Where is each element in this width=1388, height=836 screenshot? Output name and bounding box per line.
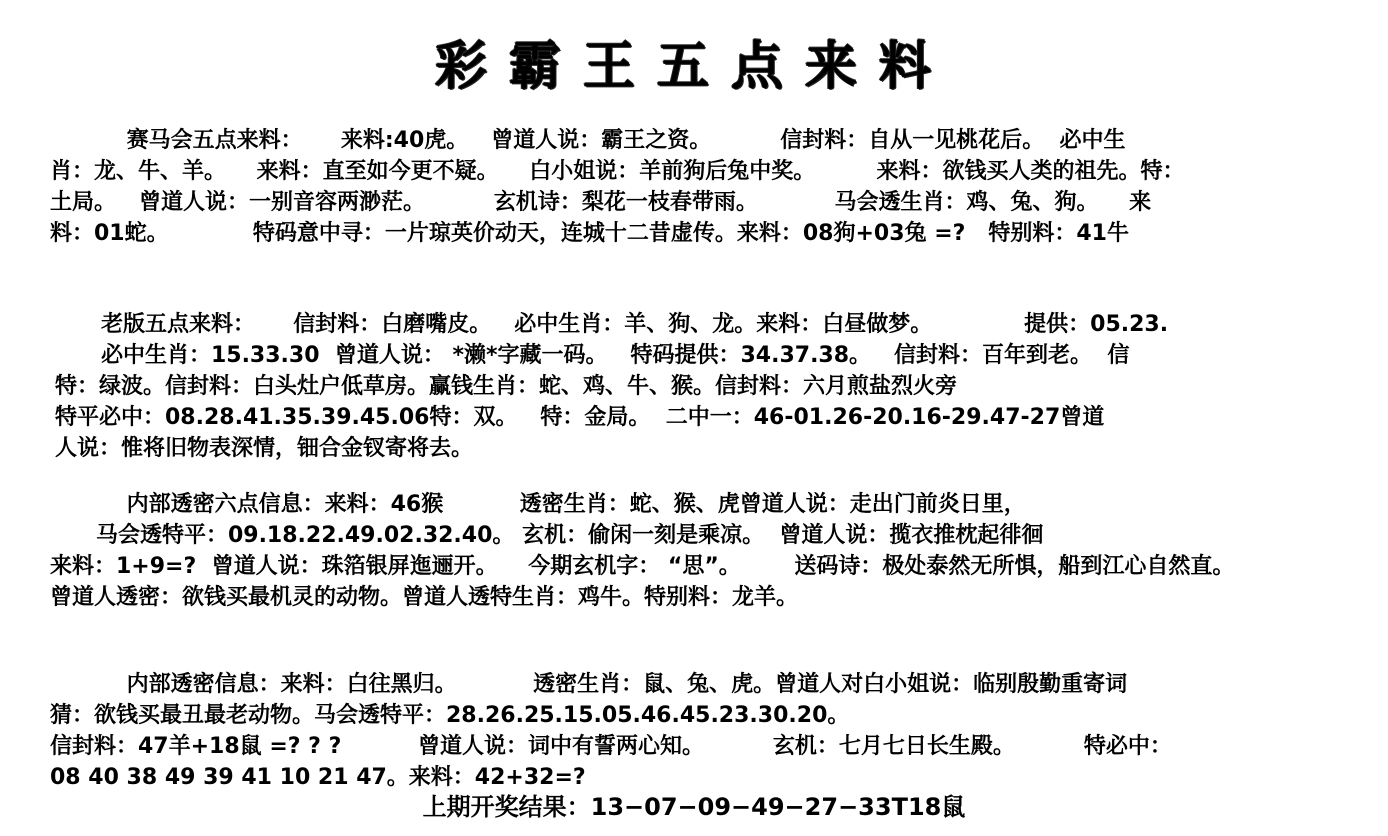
text-line-16: 信封料：47羊+18鼠 =? ? ? 曾道人说：词中有誓两心知。 玄机：七月七日长生殿。 特必中：	[50, 734, 1172, 759]
text-line-6: 必中生肖：15.33.30 曾道人说： *濑*字藏一码。 特码提供：34.37.38。 信封料：百年到老。 信	[55, 343, 1130, 368]
page-title: 彩霸王五点来料	[434, 36, 953, 97]
previous-draw-result: 上期开奖结果：13−07−09−49−27−33T18鼠	[422, 793, 966, 821]
text-line-9: 人说：惟将旧物表深情，钿合金钗寄将去。	[55, 436, 474, 461]
text-line-4: 料：01蛇。 特码意中寻：一片琼英价动天，连城十二昔虚传。来料：08狗+03兔 =? 特别料：41牛	[50, 221, 1129, 246]
text-line-2: 肖：龙、牛、羊。 来料：直至如今更不疑。 白小姐说：羊前狗后兔中奖。 来料：欲钱买人类的祖先。特：	[50, 159, 1185, 184]
text-line-8: 特平必中：08.28.41.35.39.45.06特：双。 特：金局。 二中一：46-01.26-20.16-29.47-27曾道	[55, 405, 1105, 430]
text-line-10: 内部透密六点信息：来料：46猴 透密生肖：蛇、猴、虎曾道人说：走出门前炎日里，	[50, 492, 1026, 517]
text-line-11: 马会透特平：09.18.22.49.02.32.40。 玄机：偷闲一刻是乘凉。 曾道人说：揽衣推枕起徘徊	[50, 523, 1044, 548]
text-line-14: 内部透密信息：来料：白往黑归。 透密生肖：鼠、兔、虎。曾道人对白小姐说：临别殷勤重寄词	[50, 672, 1128, 697]
text-line-1: 赛马会五点来料： 来料:40虎。 曾道人说：霸王之资。 信封料：自从一见桃花后。 必中生	[50, 128, 1126, 153]
text-line-7: 特：绿波。信封料：白头灶户低草房。赢钱生肖：蛇、鸡、牛、猴。信封料：六月煎盐烈火旁	[55, 374, 958, 399]
text-line-15: 猜：欲钱买最丑最老动物。马会透特平：28.26.25.15.05.46.45.23.30.20。	[50, 703, 850, 728]
text-line-13: 曾道人透密：欲钱买最机灵的动物。曾道人透特生肖：鸡牛。特别料：龙羊。	[50, 585, 799, 610]
text-line-5: 老版五点来料： 信封料：白磨嘴皮。 必中生肖：羊、狗、龙。来料：白昼做梦。 提供：05.23.	[55, 312, 1169, 337]
text-line-3: 土局。 曾道人说：一别音容两渺茫。 玄机诗：梨花一枝春带雨。 马会透生肖：鸡、兔、狗。 来	[50, 190, 1152, 215]
text-line-17: 08 40 38 49 39 41 10 21 47。来料：42+32=?	[50, 765, 586, 790]
text-line-12: 来料：1+9=? 曾道人说：珠箔银屏迤逦开。 今期玄机字： “思”。 送码诗：极处泰然无所惧，船到江心自然直。	[50, 554, 1235, 579]
